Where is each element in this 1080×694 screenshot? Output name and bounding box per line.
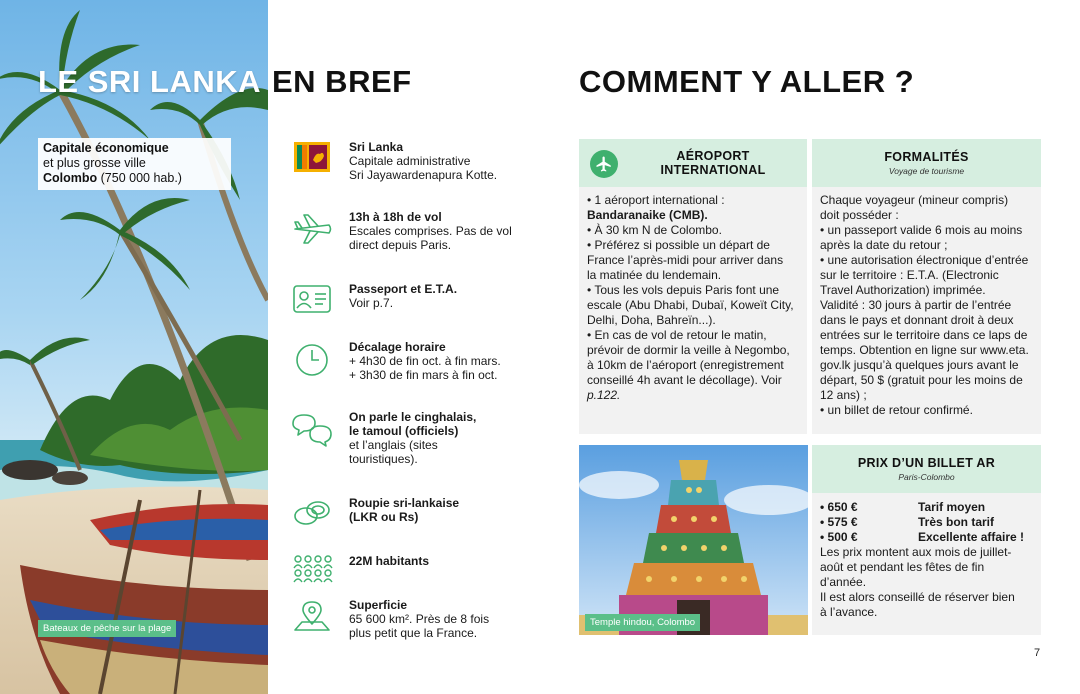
coins-icon: [288, 496, 336, 536]
price-line: à l’avance.: [820, 605, 878, 619]
price-label: Excellente affaire !: [918, 530, 1025, 544]
fact-country: [288, 140, 528, 182]
fact-passport: [288, 282, 528, 322]
fact-line: 65 600 km². Près de 8 fois: [349, 612, 490, 626]
fact-line: et l’anglais (sites: [349, 438, 438, 452]
formalites-body: [812, 187, 1041, 434]
fact-population: [288, 552, 528, 592]
airplane-icon: [590, 150, 618, 178]
fact-flight: [288, 210, 528, 252]
fact-line: touristiques).: [349, 452, 418, 466]
formalites-line: • une autorisation électronique d’entrée: [820, 253, 1029, 267]
formalites-line: Chaque voyageur (mineur compris): [820, 193, 1009, 207]
map-pin-icon: [288, 598, 336, 638]
capital-line-1: Capitale économique: [43, 141, 169, 155]
price-header: [812, 445, 1041, 493]
airport-line: Delhi, Doha, Bahreïn...).: [587, 313, 716, 327]
people-icon: [288, 552, 336, 592]
formalites-line: dans le pays et donnant droit à deux: [820, 313, 1014, 327]
airplane-icon: [288, 210, 336, 250]
formalites-line: Travel Authorization) imprimée.: [820, 283, 986, 297]
price-label: Tarif moyen: [918, 500, 986, 514]
fact-title: 22M habitants: [349, 554, 430, 568]
price-label: Très bon tarif: [918, 515, 995, 529]
page-title-left-suffix: EN BREF: [272, 64, 412, 99]
speech-bubbles-icon: [288, 410, 336, 450]
airport-line: • Préférez si possible un départ de: [587, 238, 770, 252]
fact-title: On parle le cinghalais,: [349, 410, 477, 424]
capital-city: Colombo: [43, 171, 98, 185]
fact-title: Superficie: [349, 598, 408, 612]
page-number: 7: [1034, 647, 1041, 659]
clock-icon: [288, 340, 336, 380]
formalites-line: gov.lk jusqu’à quelques jours avant le: [820, 358, 1019, 372]
price-value: • 575 €: [820, 515, 858, 529]
price-subtitle: Paris-Colombo: [898, 472, 955, 482]
formalites-line: • un billet de retour confirmé.: [820, 403, 973, 417]
airport-line: • À 30 km N de Colombo.: [587, 223, 722, 237]
capital-line-2: et plus grosse ville: [43, 156, 146, 170]
formalites-line: entrées sur le territoire dans ce laps de: [820, 328, 1028, 342]
formalites-line: 12 ans) ;: [820, 388, 867, 402]
fact-title: Décalage horaire: [349, 340, 446, 354]
price-title: PRIX D’UN BILLET AR: [857, 456, 996, 470]
id-card-icon: [288, 282, 336, 322]
beach-photo: [0, 0, 268, 694]
fact-title-2: le tamoul (officiels): [349, 424, 459, 438]
formalites-line: sur le territoire : E.T.A. (Electronic: [820, 268, 999, 282]
formalites-line: temps. Obtention en ligne sur www.eta.: [820, 343, 1029, 357]
photo-caption-boats: Bateaux de pêche sur la plage: [38, 620, 176, 637]
fact-currency: [288, 496, 528, 536]
temple-photo: [579, 445, 808, 635]
airport-line: escale (Abu Dhabi, Dubaï, Koweït City,: [587, 298, 794, 312]
price-line: août et pendant les fêtes de fin d’année.: [820, 560, 985, 589]
airport-body: [579, 187, 807, 434]
airport-line: à 10km de l’aéroport (enregistrement: [587, 358, 784, 372]
formalites-line: doit posséder :: [820, 208, 899, 222]
airport-line: • Tous les vols depuis Paris font une: [587, 283, 780, 297]
capital-population: (750 000 hab.): [97, 171, 182, 185]
price-body: [812, 493, 1041, 635]
formalites-header: [812, 139, 1041, 187]
fact-line: direct depuis Paris.: [349, 238, 452, 252]
fact-line: Voir p.7.: [349, 296, 394, 310]
fact-line: + 3h30 de fin mars à fin oct.: [349, 368, 498, 382]
fact-line: plus petit que la France.: [349, 626, 478, 640]
price-line: Les prix montent aux mois de juillet-: [820, 545, 1012, 559]
airport-title-1: AÉROPORT: [676, 149, 750, 163]
formalites-title: FORMALITÉS: [884, 150, 969, 164]
airport-line: p.122.: [587, 388, 621, 402]
capital-info-box: [38, 138, 231, 190]
airport-line: • 1 aéroport international :: [587, 193, 725, 207]
formalites-line: après la date du retour ;: [820, 238, 948, 252]
formalites-line: • un passeport valide 6 mois au moins: [820, 223, 1023, 237]
page-title-left: LE SRI LANKA: [38, 64, 261, 99]
photo-caption-temple: Temple hindou, Colombo: [585, 614, 700, 631]
fact-title: Sri Lanka: [349, 140, 404, 154]
price-value: • 500 €: [820, 530, 858, 544]
page-title-right: COMMENT Y ALLER ?: [579, 64, 915, 99]
fact-line: + 4h30 de fin oct. à fin mars.: [349, 354, 501, 368]
formalites-subtitle: Voyage de tourisme: [888, 166, 965, 176]
fact-line: Sri Jayawardenapura Kotte.: [349, 168, 498, 182]
price-row: [820, 500, 1033, 515]
fact-timezone: [288, 340, 528, 382]
airport-line: Bandaranaike (CMB).: [587, 208, 708, 222]
formalites-line: départ, 50 $ (gratuit pour les moins de: [820, 373, 1023, 387]
formalites-line: Validité : 30 jours à partir de l’entrée: [820, 298, 1012, 312]
fact-title-2: (LKR ou Rs): [349, 510, 419, 524]
airport-line: • En cas de vol de retour le matin,: [587, 328, 767, 342]
airport-line: prévoir de dormir la veille à Negombo,: [587, 343, 790, 357]
fact-line: Capitale administrative: [349, 154, 471, 168]
price-row: [820, 530, 1033, 545]
fact-title: Roupie sri-lankaise: [349, 496, 460, 510]
airport-line: France l’après-midi pour arriver dans: [587, 253, 784, 267]
airport-line: la matinée du lendemain.: [587, 268, 722, 282]
fact-title: 13h à 18h de vol: [349, 210, 442, 224]
fact-area: [288, 598, 528, 640]
fact-languages: [288, 410, 528, 466]
price-line: Il est alors conseillé de réserver bien: [820, 590, 1015, 604]
price-value: • 650 €: [820, 500, 858, 514]
airport-line: conseillé 4h avant le décollage). Voir: [587, 373, 782, 387]
sri-lanka-flag-icon: [288, 140, 336, 180]
airport-title-2: INTERNATIONAL: [660, 163, 766, 177]
fact-title: Passeport et E.T.A.: [349, 282, 458, 296]
fact-line: Escales comprises. Pas de vol: [349, 224, 512, 238]
price-row: [820, 515, 1033, 530]
